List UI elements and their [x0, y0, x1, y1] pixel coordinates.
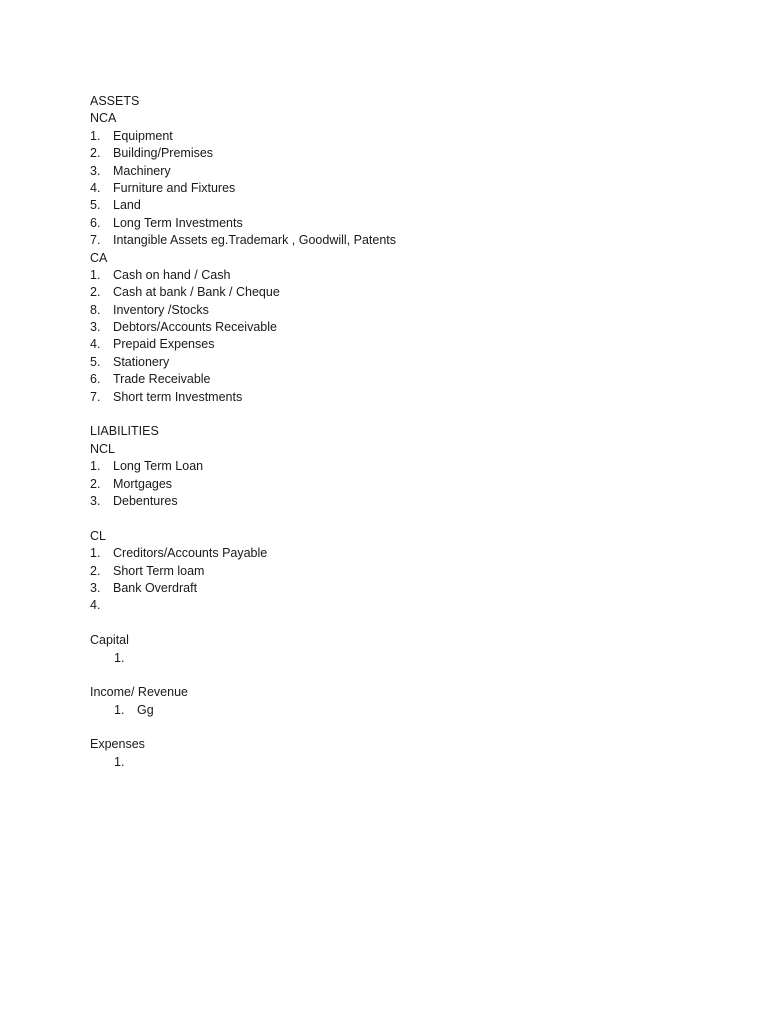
list-item [90, 284, 690, 301]
list-item [90, 563, 690, 580]
list-number: 1. [90, 267, 101, 282]
list-item [90, 650, 690, 667]
list-text: Land [113, 198, 141, 213]
document-body [90, 93, 690, 771]
spacer [90, 510, 690, 527]
income-list [90, 702, 690, 719]
list-number: 1. [114, 702, 125, 717]
list-item [90, 197, 690, 214]
list-item [90, 163, 690, 180]
list-text: Long Term Loan [113, 459, 204, 474]
list-number: 1. [90, 128, 101, 143]
list-item [90, 702, 690, 719]
list-number: 2. [90, 146, 101, 161]
list-text: Short term Investments [113, 389, 243, 404]
assets-heading: ASSETS [90, 94, 140, 108]
list-item [90, 545, 690, 562]
list-item [90, 336, 690, 353]
list-number: 6. [90, 215, 101, 230]
list-item [90, 493, 690, 510]
list-item [90, 476, 690, 493]
list-item [90, 458, 690, 475]
list-text: Building/Premises [113, 146, 214, 161]
expenses-heading: Expenses [90, 737, 145, 752]
list-item [90, 267, 690, 284]
list-item [90, 371, 690, 388]
list-number: 8. [90, 302, 101, 317]
ca-heading: CA [90, 250, 108, 265]
list-text: Gg [137, 702, 154, 717]
list-number: 1. [90, 546, 101, 561]
list-number: 4. [90, 598, 101, 613]
list-item [90, 180, 690, 197]
list-item [90, 319, 690, 336]
list-text: Creditors/Accounts Payable [113, 546, 268, 561]
list-text: Machinery [113, 163, 171, 178]
cl-list [90, 545, 690, 615]
liabilities-heading: LIABILITIES [90, 424, 159, 439]
list-item [90, 145, 690, 162]
list-number: 2. [90, 563, 101, 578]
list-item [90, 354, 690, 371]
ncl-heading: NCL [90, 441, 116, 456]
list-number: 3. [90, 320, 101, 335]
list-item [90, 754, 690, 771]
list-item [90, 597, 690, 614]
list-number: 4. [90, 337, 101, 352]
spacer [90, 615, 690, 632]
list-text: Cash on hand / Cash [113, 267, 231, 282]
list-text: Stationery [113, 354, 170, 369]
list-text: Debentures [113, 493, 178, 508]
list-number: 1. [90, 459, 101, 474]
list-text: Prepaid Expenses [113, 337, 215, 352]
ncl-list [90, 458, 690, 510]
list-item [90, 302, 690, 319]
list-text: Inventory /Stocks [113, 302, 209, 317]
cl-heading: CL [90, 528, 106, 543]
list-text: Mortgages [113, 476, 173, 491]
list-number: 1. [114, 650, 125, 665]
list-text: Debtors/Accounts Receivable [113, 320, 277, 335]
spacer [90, 667, 690, 684]
list-text: Intangible Assets eg.Trademark , Goodwill, Patents [113, 233, 397, 248]
list-text: Cash at bank / Bank / Cheque [113, 285, 280, 300]
income-heading: Income/ Revenue [90, 685, 188, 700]
spacer [90, 406, 690, 423]
capital-list [90, 650, 690, 667]
list-item [90, 580, 690, 597]
list-number: 3. [90, 163, 101, 178]
list-number: 2. [90, 476, 101, 491]
list-number: 7. [90, 233, 101, 248]
ca-list [90, 267, 690, 406]
list-number: 5. [90, 198, 101, 213]
list-item [90, 232, 690, 249]
list-text: Trade Receivable [113, 372, 211, 387]
list-text: Short Term loam [113, 563, 205, 578]
list-number: 3. [90, 493, 101, 508]
capital-heading: Capital [90, 633, 129, 648]
list-text: Furniture and Fixtures [113, 180, 236, 195]
list-number: 7. [90, 389, 101, 404]
list-item [90, 128, 690, 145]
nca-heading: NCA [90, 111, 117, 126]
spacer [90, 719, 690, 736]
expenses-list [90, 754, 690, 771]
list-number: 3. [90, 580, 101, 595]
list-number: 4. [90, 180, 101, 195]
list-item [90, 215, 690, 232]
nca-list [90, 128, 690, 250]
list-number: 6. [90, 372, 101, 387]
list-text: Bank Overdraft [113, 580, 198, 595]
list-text: Long Term Investments [113, 215, 243, 230]
list-number: 5. [90, 354, 101, 369]
list-text: Equipment [113, 128, 173, 143]
list-item [90, 389, 690, 406]
list-number: 1. [114, 754, 125, 769]
list-number: 2. [90, 285, 101, 300]
